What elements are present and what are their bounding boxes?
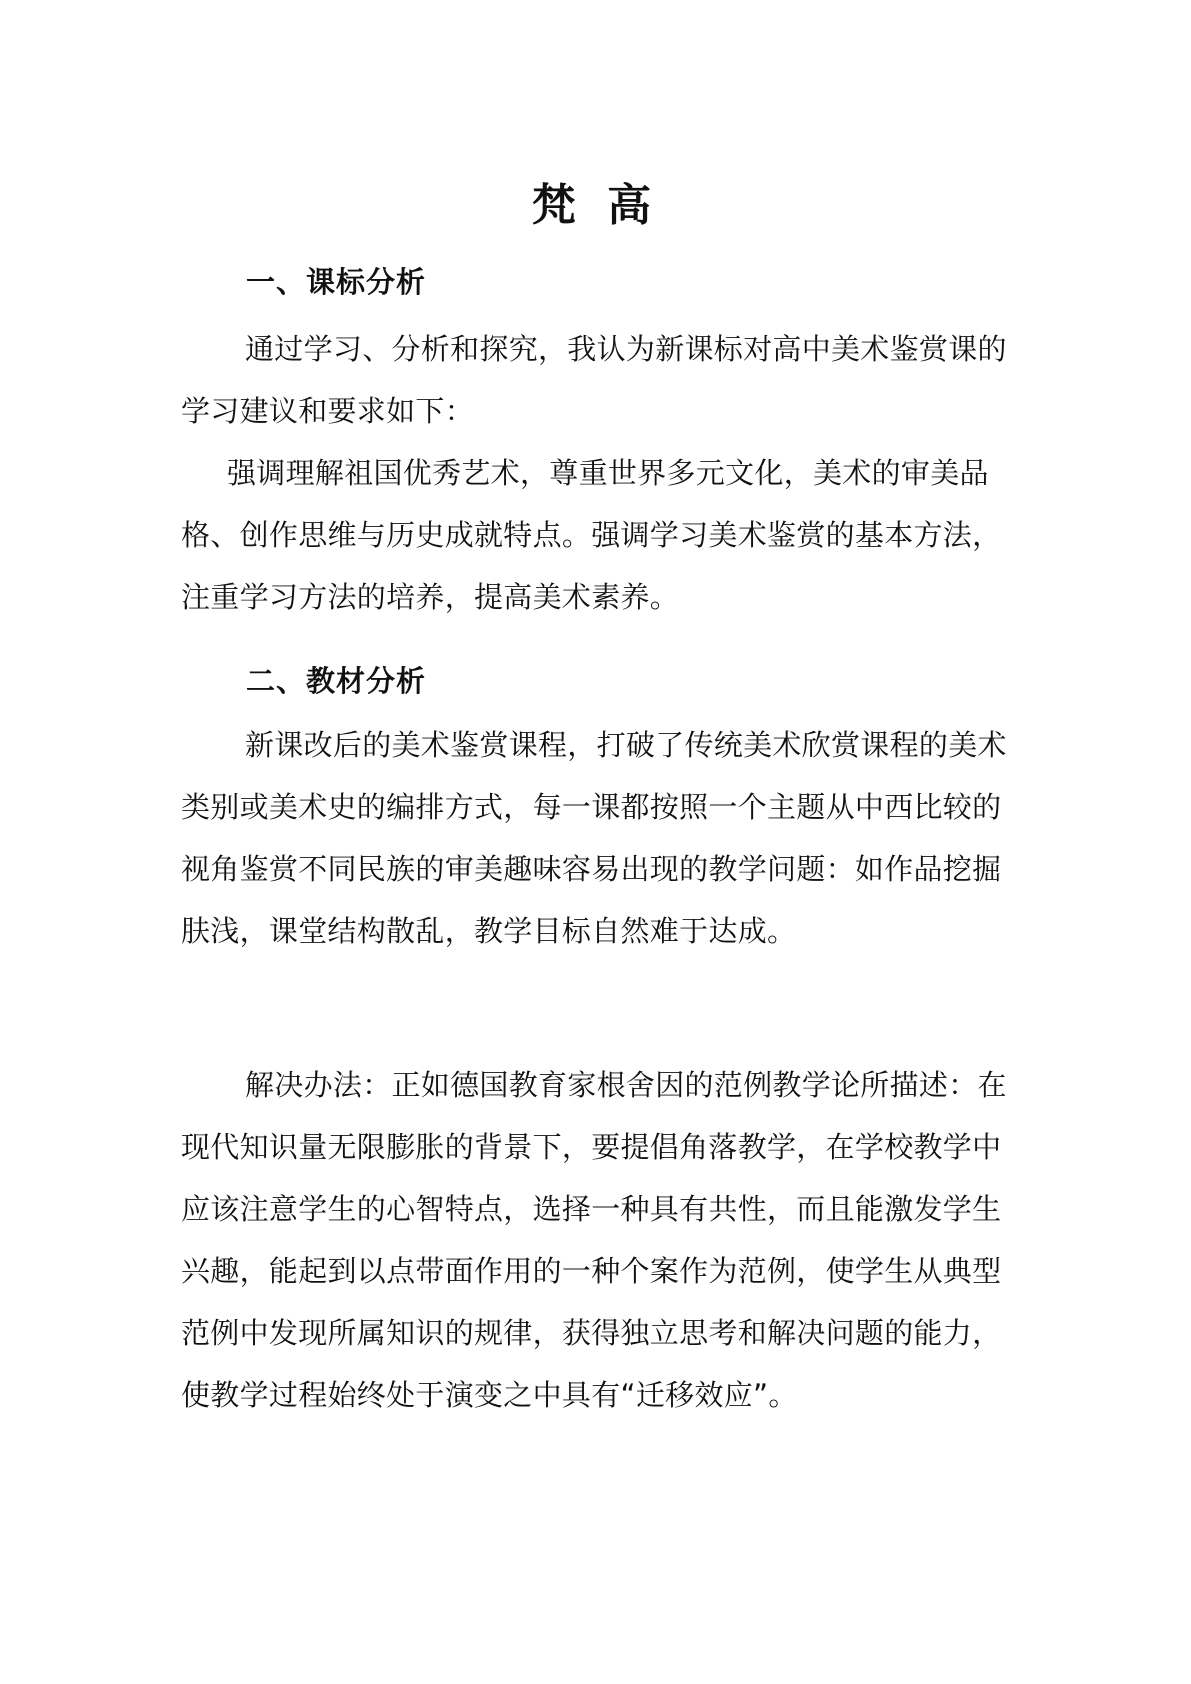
- paragraph-curriculum-intro: 通过学习、分析和探究，我认为新课标对高中美术鉴赏课的学习建议和要求如下：: [181, 332, 1007, 428]
- paragraph-solution: 解决办法：正如德国教育家根舍因的范例教学论所描述：在现代知识量无限膨胀的背景下，要提倡角落教学，在学校教学中应该注意学生的心智特点，选择一种具有共性，而且能激发学生兴趣，能起到以点带面作用的一种个案作为范例，使学生从典型范例中发现所属知识的规律，获得独立思考和解决问题的能力，使教学过程始终处于演变之中具有“迁移效应”。: [181, 1068, 1007, 1412]
- section-heading-textbook-analysis: 二、教材分析: [246, 664, 427, 698]
- paragraph-textbook-problems: 新课改后的美术鉴赏课程，打破了传统美术欣赏课程的美术类别或美术史的编排方式，每一课都按照一个主题从中西比较的视角鉴赏不同民族的审美趣味容易出现的教学问题：如作品挖掘肤浅，课堂结构散乱，教学目标自然难于达成。: [181, 728, 1007, 948]
- document-title: 梵 高: [531, 180, 660, 231]
- section-heading-curriculum-analysis: 一、课标分析: [246, 265, 427, 299]
- paragraph-curriculum-requirements: 强调理解祖国优秀艺术，尊重世界多元文化，美术的审美品格、创作思维与历史成就特点。强调学习美术鉴赏的基本方法，注重学习方法的培养，提高美术素养。: [181, 456, 1002, 614]
